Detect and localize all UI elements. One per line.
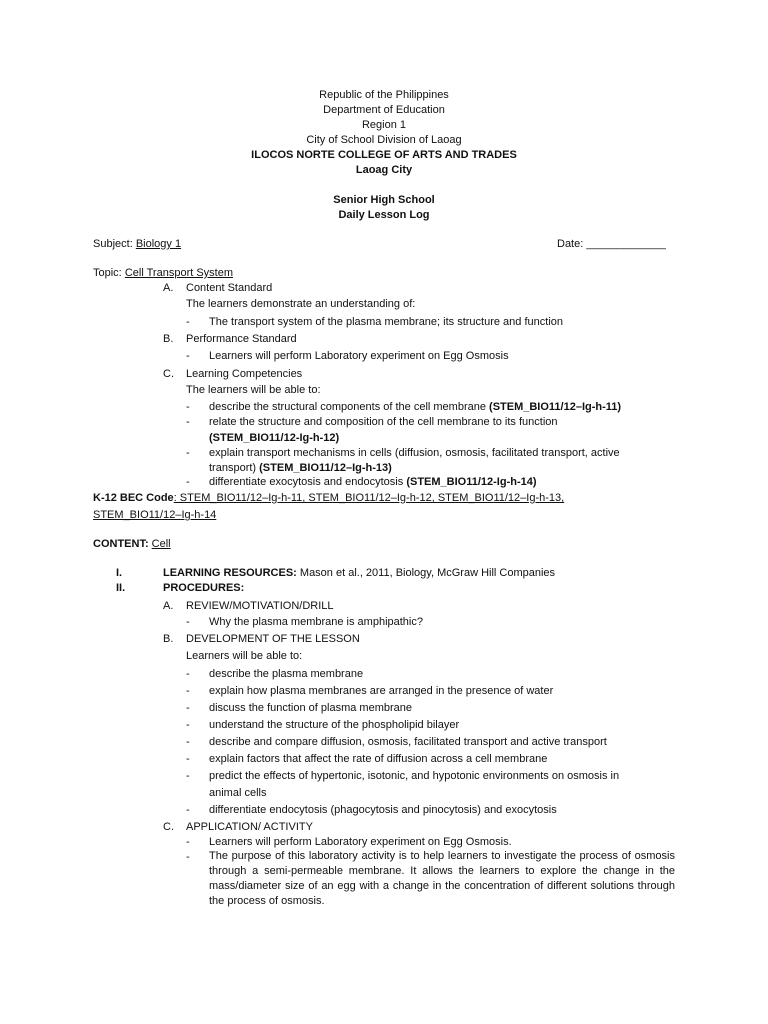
development-item: discuss the function of plasma membrane xyxy=(209,702,412,714)
competencies-intro: The learners will be able to: xyxy=(186,384,321,396)
performance-standard-item: Learners will perform Laboratory experiment on Egg Osmosis xyxy=(209,350,509,362)
bullet-dash: - xyxy=(186,736,190,748)
content-standard-intro: The learners demonstrate an understanding of: xyxy=(186,298,416,310)
competency-code: (STEM_BIO11/12–Ig-h-13) xyxy=(259,462,392,474)
bullet-dash: - xyxy=(186,401,190,413)
procedures-num: II. xyxy=(116,582,126,594)
application-letter: C. xyxy=(163,821,174,833)
header-division: City of School Division of Laoag xyxy=(306,134,462,146)
competency-code: (STEM_BIO11/12-Ig-h-12) xyxy=(209,432,340,444)
competency-item: relate the structure and composition of the cell membrane to its function xyxy=(209,416,558,428)
development-item: explain factors that affect the rate of diffusion across a cell membrane xyxy=(209,753,548,765)
competencies-title: Learning Competencies xyxy=(186,368,303,380)
content-label: CONTENT: xyxy=(93,538,149,550)
competency-code: (STEM_BIO11/12-Ig-h-14) xyxy=(406,476,537,488)
bullet-dash: - xyxy=(186,753,190,765)
bullet-dash: - xyxy=(186,447,190,459)
bullet-dash: - xyxy=(186,804,190,816)
application-title: APPLICATION/ ACTIVITY xyxy=(186,821,313,833)
development-item: predict the effects of hypertonic, isotonic, and hypotonic environments on osmosis in xyxy=(209,770,620,782)
bullet-dash: - xyxy=(186,702,190,714)
development-item: describe the plasma membrane xyxy=(209,668,364,680)
bullet-dash: - xyxy=(186,851,190,863)
bec-code-values-cont: STEM_BIO11/12–Ig-h-14 xyxy=(93,509,217,521)
development-item: explain how plasma membranes are arranged in the presence of water xyxy=(209,685,554,697)
topic-line xyxy=(93,265,233,281)
review-title: REVIEW/MOTIVATION/DRILL xyxy=(186,600,334,612)
bec-code-values: : STEM_BIO11/12–Ig-h-11, STEM_BIO11/12–Ig-h-12, STEM_BIO11/12–Ig-h-13, xyxy=(173,492,565,504)
competency-code: (STEM_BIO11/12–Ig-h-11) xyxy=(489,401,622,413)
bullet-dash: - xyxy=(186,350,190,362)
header-school: ILOCOS NORTE COLLEGE OF ARTS AND TRADES xyxy=(251,149,517,161)
procedures-label: PROCEDURES: xyxy=(163,582,245,594)
resources-value: Mason et al., 2011, Biology, McGraw Hill Companies xyxy=(296,567,556,579)
content-value: Cell xyxy=(151,538,171,550)
date-blank: _____________ xyxy=(586,238,666,250)
application-purpose-paragraph: The purpose of this laboratory activity is to help learners to investigate the process of osmosis through a semi-permeable membrane. It allows the learners to explore the change in the mass/diameter size of an egg with a change in the concentration of different solutions through the process of osmosis. xyxy=(209,850,675,907)
bullet-dash: - xyxy=(186,770,190,782)
content-standard-letter: A. xyxy=(163,282,174,294)
topic-label: Topic: xyxy=(93,267,122,279)
content-line xyxy=(93,536,171,552)
header-department: Department of Education xyxy=(323,104,445,116)
development-item: describe and compare diffusion, osmosis, facilitated transport and active transport xyxy=(209,736,607,748)
development-item: understand the structure of the phospholipid bilayer xyxy=(209,719,460,731)
subject-line xyxy=(93,236,181,252)
bullet-dash: - xyxy=(186,668,190,680)
development-intro: Learners will be able to: xyxy=(186,650,303,662)
header-republic: Republic of the Philippines xyxy=(319,89,449,101)
bullet-dash: - xyxy=(186,316,190,328)
review-item: Why the plasma membrane is amphipathic? xyxy=(209,616,423,628)
performance-standard-letter: B. xyxy=(163,333,174,345)
bullet-dash: - xyxy=(186,416,190,428)
development-title: DEVELOPMENT OF THE LESSON xyxy=(186,633,360,645)
competency-item-cont: transport) (STEM_BIO11/12–Ig-h-13) xyxy=(209,462,392,474)
competency-item: describe the structural components of the cell membrane (STEM_BIO11/12–Ig-h-11) xyxy=(209,401,622,413)
bullet-dash: - xyxy=(186,685,190,697)
date-label: Date: xyxy=(557,238,584,250)
development-item-cont: animal cells xyxy=(209,787,267,799)
review-letter: A. xyxy=(163,600,174,612)
competencies-letter: C. xyxy=(163,368,174,380)
bullet-dash: - xyxy=(186,719,190,731)
header-doc-type: Daily Lesson Log xyxy=(338,209,430,221)
bec-code-label: K-12 BEC Code xyxy=(93,492,174,504)
header-city: Laoag City xyxy=(355,164,413,176)
bullet-dash: - xyxy=(186,616,190,628)
header-region: Region 1 xyxy=(361,119,407,131)
performance-standard-title: Performance Standard xyxy=(186,333,297,345)
header-level: Senior High School xyxy=(333,194,435,206)
application-item: Learners will perform Laboratory experiment on Egg Osmosis. xyxy=(209,836,512,848)
resources-num: I. xyxy=(116,567,123,579)
content-standard-item: The transport system of the plasma membrane; its structure and function xyxy=(209,316,563,328)
competency-item: explain transport mechanisms in cells (diffusion, osmosis, facilitated transport, active xyxy=(209,447,620,459)
content-standard-title: Content Standard xyxy=(186,282,273,294)
subject-label: Subject: xyxy=(93,238,133,250)
bullet-dash: - xyxy=(186,836,190,848)
bec-code-line xyxy=(93,490,564,506)
competency-item: differentiate exocytosis and endocytosis (STEM_BIO11/12-Ig-h-14) xyxy=(209,476,537,488)
bullet-dash: - xyxy=(186,476,190,488)
development-item: differentiate endocytosis (phagocytosis and pinocytosis) and exocytosis xyxy=(209,804,557,816)
date-line xyxy=(557,236,666,252)
resources-label: LEARNING RESOURCES: xyxy=(163,567,297,579)
resources-line xyxy=(163,565,555,581)
subject-value: Biology 1 xyxy=(135,238,182,250)
topic-value: Cell Transport System xyxy=(124,267,234,279)
development-letter: B. xyxy=(163,633,174,645)
